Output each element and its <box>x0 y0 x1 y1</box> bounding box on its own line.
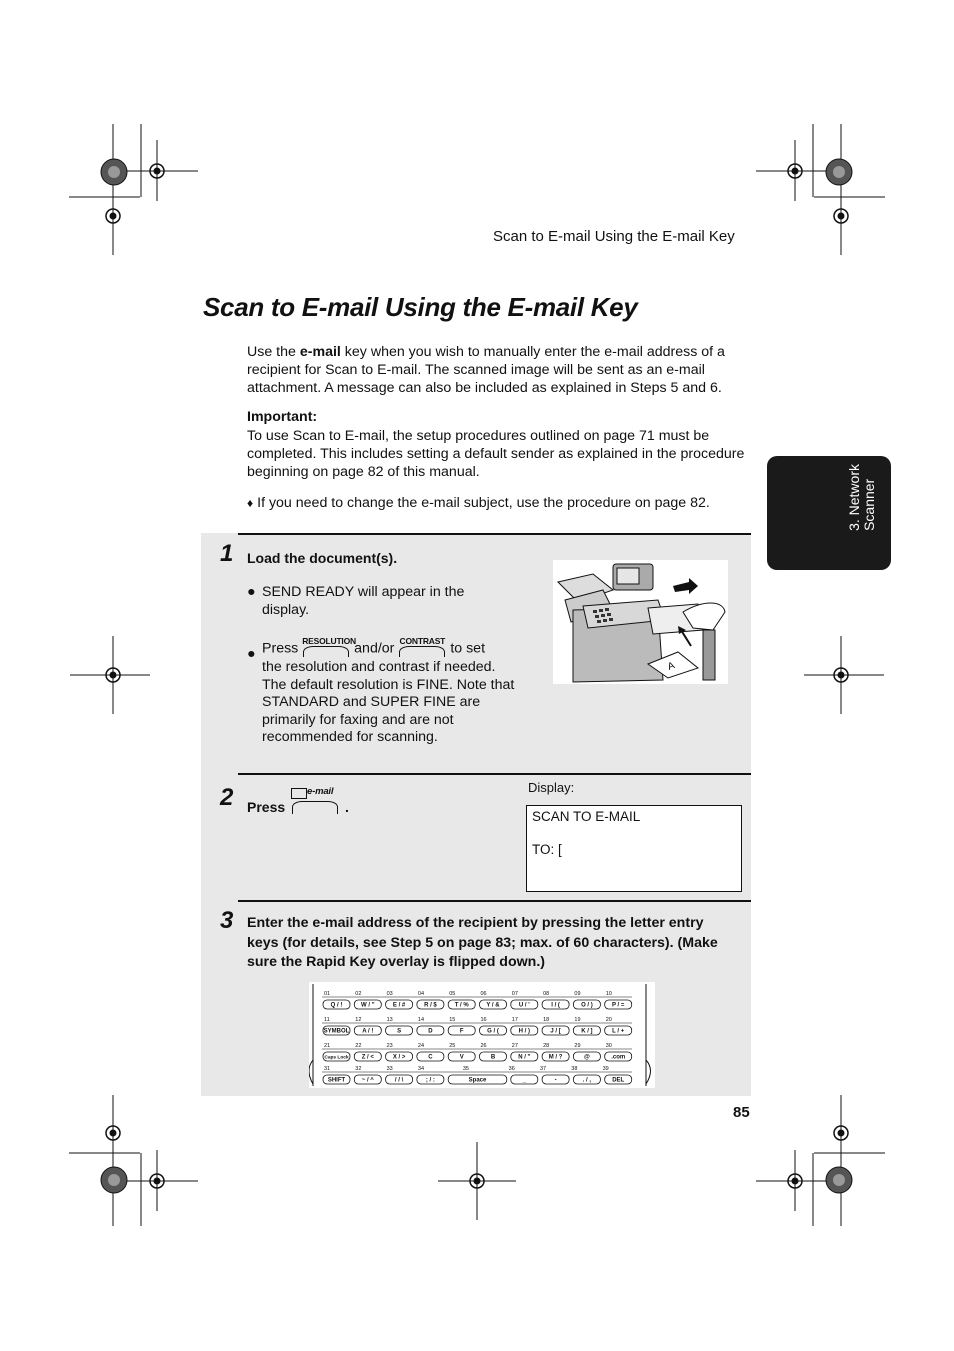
key-number: 21 <box>324 1043 331 1049</box>
letter-key-label: W / " <box>361 1002 375 1009</box>
intro-post: key when you wish to manually enter the e-mail address of a recipient for Scan to E-mail. The scanned image will be sent as an e-mail attachment. A message can also be included as explained in Steps 5 and 6. <box>247 344 725 396</box>
key-number: 19 <box>574 1017 581 1023</box>
letter-key-label: P / = <box>611 1002 625 1009</box>
intro-paragraph <box>247 343 747 397</box>
letter-key-label: H / ) <box>518 1028 530 1035</box>
letter-key-label: / / \ <box>394 1077 404 1084</box>
chapter-tab <box>767 456 891 570</box>
chapter-tab-label <box>847 464 877 531</box>
step1-bullet2 <box>247 638 517 747</box>
intro-pre: Use the <box>247 344 300 360</box>
email-key-label: e-mail <box>307 786 334 797</box>
key-number: 30 <box>605 1043 612 1049</box>
display-label: Display: <box>528 780 575 795</box>
letter-key-label: S <box>397 1028 402 1035</box>
key-number: 12 <box>355 1017 362 1023</box>
key-number: 06 <box>480 991 487 997</box>
key-number: 29 <box>574 1043 581 1049</box>
letter-key-label: I / ( <box>551 1002 560 1009</box>
key-number: 10 <box>605 991 612 997</box>
important-text: To use Scan to E-mail, the setup procedures outlined on page 71 must be completed. This includes setting a default sender as explained in the procedure beginning on page 82 of this manual. <box>247 428 745 480</box>
resolution-key[interactable] <box>302 636 356 657</box>
key-number: 34 <box>417 1066 425 1072</box>
key-number: 38 <box>571 1066 578 1072</box>
step2-rule <box>238 773 751 775</box>
chapter-tab-line2: Scanner <box>861 478 877 531</box>
key-number: 18 <box>543 1017 550 1023</box>
page-title: Scan to E-mail Using the E-mail Key <box>203 292 638 322</box>
step2-press-line <box>247 787 349 814</box>
letter-key-label: C <box>428 1054 433 1061</box>
key-number: 14 <box>417 1017 425 1023</box>
svg-text:A: A <box>666 660 677 673</box>
email-key-shape <box>292 801 338 814</box>
key-number: 36 <box>508 1066 515 1072</box>
intro-key-name: e-mail <box>299 344 341 360</box>
and-or-label: and/or <box>354 640 395 657</box>
letter-key-label: D <box>428 1028 433 1035</box>
bullet-dot-icon: ● <box>247 584 256 600</box>
key-number: 11 <box>324 1017 330 1023</box>
step1-press-label: Press <box>262 640 299 657</box>
diamond-bullet-icon: ♦ <box>247 496 254 510</box>
keyboard-diagram <box>309 982 655 1088</box>
letter-key-label: R / $ <box>424 1002 437 1009</box>
contrast-key-label: CONTRAST <box>399 636 446 646</box>
letter-entry-keyboard <box>309 982 655 1088</box>
letter-key-label: Space <box>468 1077 487 1084</box>
contrast-key[interactable] <box>398 636 446 657</box>
fax-machine-illustration <box>553 560 728 684</box>
letter-key-label: K / ] <box>581 1028 593 1035</box>
step1-bullet2-rest: the resolution and contrast if needed. The default resolution is FINE. Note that STANDARD and SUPER FINE are primarily for faxing and are not recommended for scanning. <box>262 659 515 745</box>
key-number: 08 <box>543 991 550 997</box>
letter-key-label: Y / & <box>486 1002 500 1009</box>
step2-period: . <box>344 799 349 816</box>
chapter-tab-line1: 3. Network <box>846 464 862 531</box>
letter-key-label: .com <box>611 1054 626 1061</box>
key-number: 24 <box>417 1043 425 1049</box>
key-number: 09 <box>574 991 581 997</box>
to-set-label: to set <box>450 640 486 657</box>
letter-key-label: L / + <box>612 1028 625 1035</box>
envelope-icon <box>291 788 307 799</box>
subject-note-text: If you need to change the e-mail subject, use the procedure on page 82. <box>257 495 710 511</box>
contrast-key-shape <box>399 646 445 657</box>
resolution-key-shape <box>303 646 349 657</box>
important-heading: Important: <box>247 409 318 425</box>
key-number: 20 <box>605 1017 612 1023</box>
key-number: 28 <box>543 1043 550 1049</box>
letter-key-label: @ <box>583 1054 590 1061</box>
letter-key-label: ; / : <box>425 1077 435 1084</box>
bullet-dot-icon: ● <box>247 646 256 662</box>
subject-note <box>247 495 710 511</box>
key-number: 23 <box>386 1043 393 1049</box>
letter-key-label: A / ! <box>362 1028 374 1035</box>
running-head: Scan to E-mail Using the E-mail Key <box>493 228 735 245</box>
key-number: 32 <box>355 1066 362 1072</box>
letter-key-label: X / > <box>392 1054 406 1061</box>
key-number: 22 <box>355 1043 362 1049</box>
letter-key-label: U / ' <box>518 1002 530 1009</box>
key-number: 02 <box>355 991 362 997</box>
step1-number: 1 <box>220 540 234 567</box>
key-number: 17 <box>511 1017 518 1023</box>
key-number: 37 <box>539 1066 547 1072</box>
letter-key-label: - <box>554 1077 557 1084</box>
letter-key-label: M / ? <box>548 1054 563 1061</box>
page-number: 85 <box>733 1104 750 1121</box>
key-number: 07 <box>511 991 518 997</box>
letter-key-label: V <box>459 1054 464 1061</box>
step1-rule <box>238 533 751 535</box>
letter-key-label: T / % <box>454 1002 469 1009</box>
lcd-line1: SCAN TO E-MAIL <box>532 809 641 824</box>
step3-title: Enter the e-mail address of the recipient by pressing the letter entry keys (for details, see Step 5 on page 83; max. of 60 characters). (Make sure the Rapid Key overlay is flipped down.) <box>247 915 718 970</box>
key-number: 01 <box>324 991 331 997</box>
letter-key-label: Q / ! <box>330 1002 343 1009</box>
key-number: 31 <box>324 1066 331 1072</box>
letter-key-label: O / ) <box>581 1002 593 1009</box>
letter-key-label: N / " <box>518 1054 531 1061</box>
letter-key-label: B <box>490 1054 496 1061</box>
key-number: 25 <box>449 1043 456 1049</box>
key-number: 39 <box>602 1066 609 1072</box>
letter-key-label: Caps Lock <box>324 1055 349 1061</box>
step3-number: 3 <box>220 907 234 934</box>
key-number: 35 <box>462 1066 469 1072</box>
key-number: 05 <box>449 991 456 997</box>
key-number: 13 <box>386 1017 393 1023</box>
step1-bullet1 <box>247 584 497 619</box>
letter-key-label: G / ( <box>487 1028 499 1035</box>
key-number: 04 <box>417 991 425 997</box>
lcd-display <box>526 805 742 892</box>
email-key[interactable] <box>289 787 341 814</box>
letter-key-label: SYMBOL <box>323 1028 350 1035</box>
step2-number: 2 <box>220 784 234 811</box>
key-number: 16 <box>480 1017 487 1023</box>
letter-key-label: SHIFT <box>327 1077 346 1084</box>
key-number: 26 <box>480 1043 487 1049</box>
key-number: 27 <box>511 1043 518 1049</box>
step1-title: Load the document(s). <box>247 550 398 566</box>
letter-key-label: F <box>459 1028 464 1035</box>
key-number: 03 <box>386 991 393 997</box>
letter-key-label: . / , <box>582 1077 592 1084</box>
letter-key-label: Z / < <box>361 1054 374 1061</box>
step2-press-label: Press <box>247 799 286 816</box>
letter-key-label: DEL <box>612 1077 625 1084</box>
letter-key-label: ~ / ^ <box>361 1077 374 1084</box>
letter-key-label: E / # <box>392 1002 406 1009</box>
key-number: 15 <box>449 1017 456 1023</box>
letter-key-label: _ <box>522 1077 526 1084</box>
step1-bullet1-text: SEND READY will appear in the display. <box>262 584 465 618</box>
step3-rule <box>238 900 751 902</box>
letter-key-label: J / [ <box>550 1028 561 1035</box>
lcd-line2: TO: [ <box>532 842 562 857</box>
key-number: 33 <box>386 1066 393 1072</box>
resolution-key-label: RESOLUTION <box>302 636 356 646</box>
